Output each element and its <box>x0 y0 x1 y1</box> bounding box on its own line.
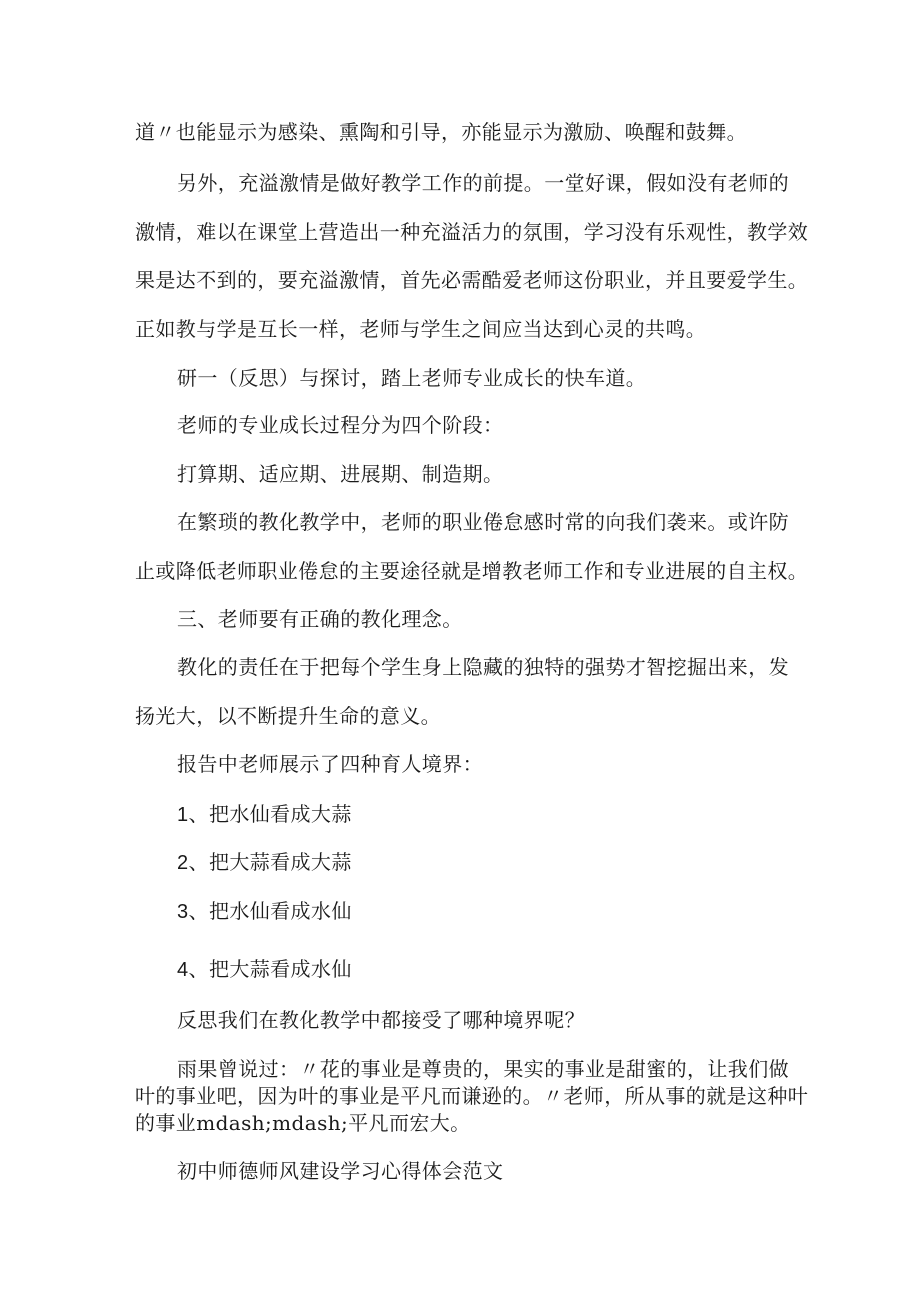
list-text: 把大蒜看成大蒜 <box>208 850 352 874</box>
list-text: 把大蒜看成水仙 <box>208 957 352 981</box>
paragraph-line: 果是达不到的，要充溢激情，首先必需酷爱老师这份职业，并且要爱学生。 <box>135 268 809 292</box>
list-text: 把水仙看成水仙 <box>208 899 352 923</box>
list-number: 1、 <box>177 804 209 826</box>
list-number: 3、 <box>177 901 209 923</box>
paragraph-line: 报告中老师展示了四种育人境界： <box>177 752 483 776</box>
paragraph-line: 雨果曾说过：〃花的事业是尊贵的，果实的事业是甜蜜的，让我们做 <box>177 1057 789 1081</box>
paragraph-line: 扬光大，以不断提升生命的意义。 <box>135 704 441 728</box>
paragraph-line: 在繁琐的教化教学中，老师的职业倦怠感时常的向我们袭来。或许防 <box>177 510 789 534</box>
paragraph-line: 叶的事业吧，因为叶的事业是平凡而谦逊的。〃老师，所从事的就是这种叶 <box>135 1084 809 1108</box>
list-item <box>177 848 352 877</box>
list-number: 2、 <box>177 852 209 874</box>
paragraph-line: 道〃也能显示为感染、熏陶和引导，亦能显示为激励、唤醒和鼓舞。 <box>135 120 747 144</box>
list-item <box>177 897 352 926</box>
paragraph-line: 激情，难以在课堂上营造出一种充溢活力的氛围，学习没有乐观性，教学效 <box>135 220 809 244</box>
paragraph-line: 教化的责任在于把每个学生身上隐藏的独特的强势才智挖掘出来，发 <box>177 655 789 679</box>
paragraph-line: 研一（反思）与探讨，踏上老师专业成长的快车道。 <box>177 366 647 390</box>
list-item <box>177 800 352 829</box>
paragraph-line: 另外，充溢激情是做好教学工作的前提。一堂好课，假如没有老师的 <box>177 171 789 195</box>
paragraph-line: 正如教与学是互长一样，老师与学生之间应当达到心灵的共鸣。 <box>135 317 707 341</box>
list-text: 把水仙看成大蒜 <box>208 802 352 826</box>
paragraph-line: 打算期、适应期、进展期、制造期。 <box>177 462 504 486</box>
paragraph-line: 的事业mdash;mdash;平凡而宏大。 <box>135 1111 471 1135</box>
list-number: 4、 <box>177 959 209 981</box>
paragraph-line: 止或降低老师职业倦怠的主要途径就是增教老师工作和专业进展的自主权。 <box>135 559 809 583</box>
paragraph-line: 老师的专业成长过程分为四个阶段： <box>177 413 504 437</box>
section-heading: 三、老师要有正确的教化理念。 <box>177 607 463 631</box>
paragraph-line: 反思我们在教化教学中都接受了哪种境界呢？ <box>177 1008 585 1032</box>
list-item <box>177 955 352 984</box>
section-title: 初中师德师风建设学习心得体会范文 <box>177 1159 504 1183</box>
